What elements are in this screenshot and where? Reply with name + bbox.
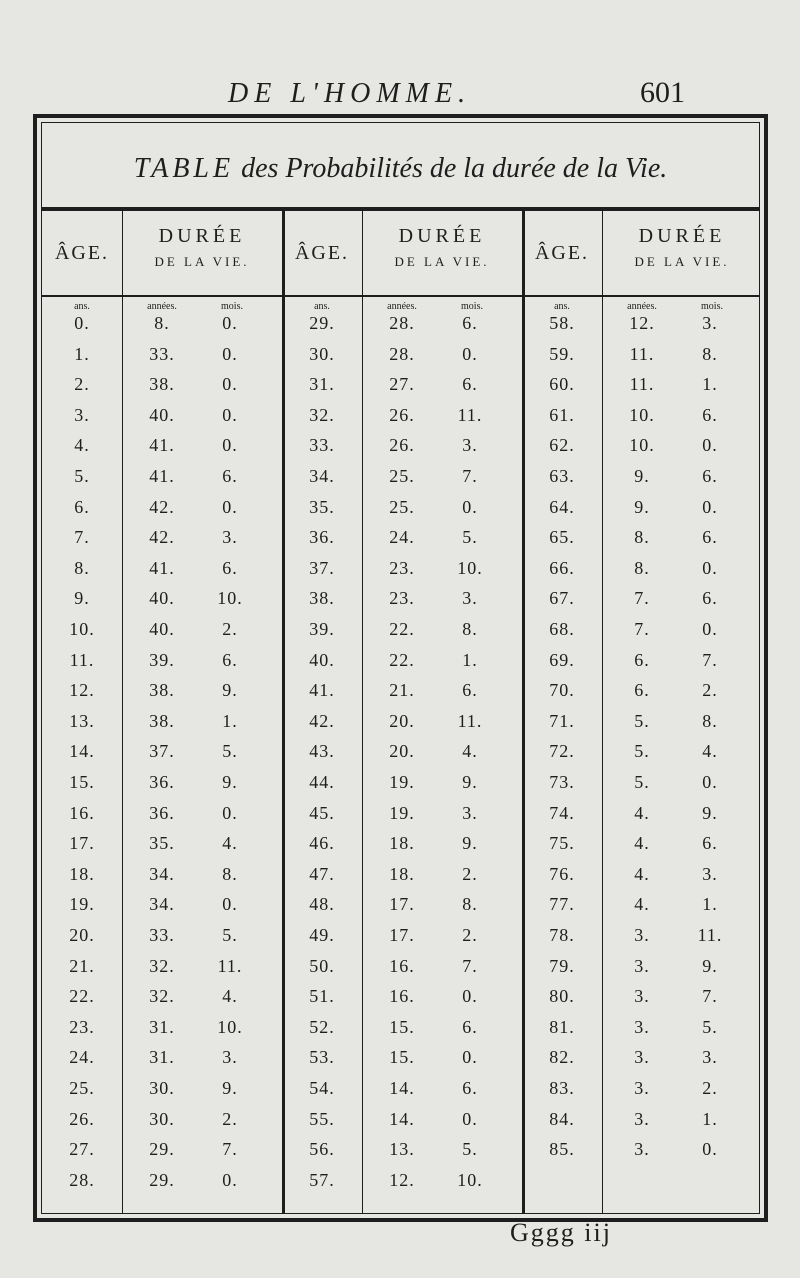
years-cell: 34. bbox=[149, 894, 175, 915]
months-cell: 6. bbox=[222, 466, 238, 486]
age-cell: 67. bbox=[549, 588, 575, 609]
months-cell: 6. bbox=[462, 313, 478, 333]
age-cell: 39. bbox=[309, 619, 335, 639]
years-cell: 23. bbox=[389, 557, 415, 578]
months-cell: 9. bbox=[702, 955, 718, 976]
age-cell: 72. bbox=[549, 741, 575, 762]
age-cell: 3. bbox=[74, 404, 90, 425]
months-cell: 4. bbox=[222, 833, 238, 854]
age-cell: 76. bbox=[549, 863, 575, 884]
months-cell: 6. bbox=[702, 404, 718, 425]
age-cell: 32. bbox=[309, 404, 335, 425]
months-cell: 0. bbox=[462, 1108, 478, 1129]
age-cell: 50. bbox=[309, 955, 335, 976]
table-frame bbox=[33, 114, 768, 1222]
years-cell: 14. bbox=[389, 1078, 415, 1098]
age-cell: 12. bbox=[69, 680, 95, 701]
years-cell: 8. bbox=[154, 313, 170, 333]
years-cell: 38. bbox=[149, 680, 175, 701]
age-cell: 77. bbox=[549, 894, 575, 915]
years-cell: 29. bbox=[149, 1139, 175, 1160]
age-cell: 13. bbox=[69, 710, 95, 731]
years-cell: 6. bbox=[634, 649, 650, 670]
age-cell: 23. bbox=[69, 1016, 95, 1037]
age-cell: 5. bbox=[74, 466, 90, 486]
years-cell: 18. bbox=[389, 863, 415, 884]
age-cell: 64. bbox=[549, 496, 575, 517]
months-cell: 10. bbox=[457, 557, 483, 578]
months-cell: 6. bbox=[222, 649, 238, 670]
months-cell: 3. bbox=[702, 863, 718, 884]
years-cell: 25. bbox=[389, 496, 415, 517]
age-cell: 74. bbox=[549, 802, 575, 823]
months-cell: 3. bbox=[702, 1047, 718, 1068]
months-cell: 7. bbox=[462, 466, 478, 486]
age-cell: 42. bbox=[309, 710, 335, 731]
months-cell: 10. bbox=[217, 1016, 243, 1037]
years-cell: 29. bbox=[149, 1169, 175, 1190]
table-title bbox=[42, 153, 759, 185]
months-cell: 0. bbox=[222, 496, 238, 517]
age-cell: 55. bbox=[309, 1108, 335, 1129]
years-cell: 13. bbox=[389, 1139, 415, 1160]
years-cell: 11. bbox=[629, 374, 655, 395]
age-cell: 29. bbox=[309, 313, 335, 333]
years-cell: 25. bbox=[389, 466, 415, 486]
months-cell: 9. bbox=[702, 802, 718, 823]
years-cell: 19. bbox=[389, 802, 415, 823]
months-cell: 8. bbox=[702, 343, 718, 364]
years-cell: 31. bbox=[149, 1047, 175, 1068]
months-cell: 2. bbox=[702, 680, 718, 701]
years-cell: 34. bbox=[149, 863, 175, 884]
years-cell: 42. bbox=[149, 496, 175, 517]
age-cell: 30. bbox=[309, 343, 335, 364]
months-cell: 0. bbox=[462, 496, 478, 517]
age-cell: 62. bbox=[549, 435, 575, 456]
months-cell: 1. bbox=[702, 894, 718, 915]
header-duree bbox=[362, 211, 522, 309]
header-duree-label: DURÉE bbox=[638, 225, 726, 247]
months-cell: 3. bbox=[222, 1047, 238, 1068]
age-cell: 2. bbox=[74, 374, 90, 395]
years-cell: 21. bbox=[389, 680, 415, 701]
months-cell: 4. bbox=[222, 986, 238, 1007]
years-cell: 37. bbox=[149, 741, 175, 762]
years-cell: 4. bbox=[634, 833, 650, 854]
age-cell: 9. bbox=[74, 588, 90, 609]
months-cell: 8. bbox=[222, 863, 238, 884]
years-cell: 23. bbox=[389, 588, 415, 609]
age-cell: 4. bbox=[74, 435, 90, 456]
age-cell: 80. bbox=[549, 986, 575, 1007]
age-cell: 7. bbox=[74, 527, 90, 548]
months-cell: 5. bbox=[222, 925, 238, 945]
age-cell: 66. bbox=[549, 557, 575, 578]
years-cell: 4. bbox=[634, 894, 650, 915]
years-cell: 42. bbox=[149, 527, 175, 548]
age-cell: 47. bbox=[309, 863, 335, 884]
months-cell: 11. bbox=[457, 404, 483, 425]
age-cell: 85. bbox=[549, 1139, 575, 1160]
header-duree bbox=[602, 211, 762, 309]
header-age: ÂGE. bbox=[54, 242, 110, 264]
age-cell: 27. bbox=[69, 1139, 95, 1160]
years-cell: 8. bbox=[634, 557, 650, 578]
age-cell: 21. bbox=[69, 955, 95, 976]
years-cell: 41. bbox=[149, 557, 175, 578]
age-cell: 44. bbox=[309, 772, 335, 792]
years-cell: 15. bbox=[389, 1016, 415, 1037]
header-duree-sub: DE LA VIE. bbox=[634, 254, 730, 269]
months-cell: 0. bbox=[702, 435, 718, 456]
years-cell: 5. bbox=[634, 710, 650, 731]
years-cell: 33. bbox=[149, 343, 175, 364]
age-cell: 6. bbox=[74, 496, 90, 517]
age-cell: 17. bbox=[69, 833, 95, 854]
age-cell: 19. bbox=[69, 894, 95, 915]
unit-label-ans: ans. bbox=[74, 301, 90, 312]
years-cell: 22. bbox=[389, 619, 415, 639]
years-cell: 27. bbox=[389, 374, 415, 395]
years-cell: 41. bbox=[149, 466, 175, 486]
age-cell: 43. bbox=[309, 741, 335, 762]
years-cell: 5. bbox=[634, 741, 650, 762]
years-cell: 9. bbox=[634, 496, 650, 517]
months-cell: 0. bbox=[222, 894, 238, 915]
months-cell: 2. bbox=[702, 1078, 718, 1098]
months-cell: 6. bbox=[462, 374, 478, 395]
years-cell: 35. bbox=[149, 833, 175, 854]
months-cell: 0. bbox=[222, 404, 238, 425]
years-cell: 10. bbox=[629, 404, 655, 425]
years-cell: 6. bbox=[634, 680, 650, 701]
years-cell: 3. bbox=[634, 925, 650, 945]
years-cell: 24. bbox=[389, 527, 415, 548]
age-cell: 25. bbox=[69, 1078, 95, 1098]
months-cell: 0. bbox=[702, 1139, 718, 1160]
months-cell: 0. bbox=[702, 557, 718, 578]
months-cell: 3. bbox=[222, 527, 238, 548]
unit-label-ans: ans. bbox=[554, 301, 570, 312]
age-cell: 49. bbox=[309, 925, 335, 945]
years-cell: 3. bbox=[634, 986, 650, 1007]
months-cell: 0. bbox=[222, 313, 238, 333]
age-cell: 78. bbox=[549, 925, 575, 945]
months-cell: 4. bbox=[462, 741, 478, 762]
age-cell: 51. bbox=[309, 986, 335, 1007]
years-cell: 30. bbox=[149, 1108, 175, 1129]
age-cell: 33. bbox=[309, 435, 335, 456]
years-cell: 40. bbox=[149, 404, 175, 425]
years-cell: 40. bbox=[149, 619, 175, 639]
months-cell: 9. bbox=[462, 772, 478, 792]
months-cell: 6. bbox=[702, 588, 718, 609]
months-cell: 7. bbox=[222, 1139, 238, 1160]
age-cell: 24. bbox=[69, 1047, 95, 1068]
years-cell: 36. bbox=[149, 802, 175, 823]
years-cell: 39. bbox=[149, 649, 175, 670]
age-cell: 63. bbox=[549, 466, 575, 486]
age-cell: 65. bbox=[549, 527, 575, 548]
years-cell: 26. bbox=[389, 435, 415, 456]
months-cell: 6. bbox=[462, 680, 478, 701]
months-cell: 1. bbox=[462, 649, 478, 670]
age-cell: 28. bbox=[69, 1169, 95, 1190]
unit-label-mois: mois. bbox=[701, 301, 723, 312]
months-cell: 3. bbox=[462, 435, 478, 456]
months-cell: 0. bbox=[222, 1169, 238, 1190]
years-cell: 4. bbox=[634, 802, 650, 823]
age-cell: 11. bbox=[69, 649, 95, 670]
months-cell: 8. bbox=[702, 710, 718, 731]
age-cell: 73. bbox=[549, 772, 575, 792]
unit-label-annees: années. bbox=[627, 301, 657, 312]
age-cell: 1. bbox=[74, 343, 90, 364]
months-cell: 8. bbox=[462, 619, 478, 639]
age-cell: 68. bbox=[549, 619, 575, 639]
months-cell: 3. bbox=[462, 588, 478, 609]
age-cell: 36. bbox=[309, 527, 335, 548]
years-cell: 20. bbox=[389, 741, 415, 762]
months-cell: 9. bbox=[222, 680, 238, 701]
months-cell: 10. bbox=[217, 588, 243, 609]
years-cell: 17. bbox=[389, 894, 415, 915]
years-cell: 26. bbox=[389, 404, 415, 425]
header-age: ÂGE. bbox=[294, 242, 350, 264]
months-cell: 0. bbox=[462, 1047, 478, 1068]
running-title: DE L'HOMME. bbox=[228, 78, 472, 109]
months-cell: 3. bbox=[462, 802, 478, 823]
months-cell: 5. bbox=[702, 1016, 718, 1037]
unit-label-annees: années. bbox=[147, 301, 177, 312]
years-cell: 3. bbox=[634, 1108, 650, 1129]
years-cell: 32. bbox=[149, 986, 175, 1007]
years-cell: 15. bbox=[389, 1047, 415, 1068]
age-cell: 14. bbox=[69, 741, 95, 762]
header-duree-sub: DE LA VIE. bbox=[394, 254, 490, 269]
unit-label-annees: années. bbox=[387, 301, 417, 312]
months-cell: 5. bbox=[462, 1139, 478, 1160]
months-cell: 0. bbox=[222, 343, 238, 364]
years-cell: 4. bbox=[634, 863, 650, 884]
years-cell: 14. bbox=[389, 1108, 415, 1129]
age-cell: 10. bbox=[69, 619, 95, 639]
header-duree-label: DURÉE bbox=[158, 225, 246, 247]
signature-mark: Gggg iij bbox=[510, 1218, 612, 1247]
months-cell: 0. bbox=[222, 374, 238, 395]
age-cell: 82. bbox=[549, 1047, 575, 1068]
years-cell: 9. bbox=[634, 466, 650, 486]
years-cell: 20. bbox=[389, 710, 415, 731]
months-cell: 9. bbox=[462, 833, 478, 854]
years-cell: 3. bbox=[634, 1047, 650, 1068]
months-cell: 7. bbox=[702, 649, 718, 670]
years-cell: 17. bbox=[389, 925, 415, 945]
years-cell: 7. bbox=[634, 588, 650, 609]
months-cell: 0. bbox=[462, 343, 478, 364]
months-cell: 0. bbox=[462, 986, 478, 1007]
months-cell: 1. bbox=[702, 374, 718, 395]
months-cell: 0. bbox=[702, 619, 718, 639]
months-cell: 7. bbox=[702, 986, 718, 1007]
years-cell: 3. bbox=[634, 1016, 650, 1037]
header-duree bbox=[122, 211, 282, 309]
age-cell: 70. bbox=[549, 680, 575, 701]
months-cell: 6. bbox=[702, 527, 718, 548]
age-cell: 22. bbox=[69, 986, 95, 1007]
months-cell: 7. bbox=[462, 955, 478, 976]
years-cell: 12. bbox=[389, 1169, 415, 1190]
unit-label-ans: ans. bbox=[314, 301, 330, 312]
months-cell: 3. bbox=[702, 313, 718, 333]
age-cell: 60. bbox=[549, 374, 575, 395]
months-cell: 0. bbox=[222, 435, 238, 456]
months-cell: 10. bbox=[457, 1169, 483, 1190]
age-cell: 48. bbox=[309, 894, 335, 915]
age-cell: 53. bbox=[309, 1047, 335, 1068]
header-duree-sub: DE LA VIE. bbox=[154, 254, 250, 269]
age-cell: 54. bbox=[309, 1078, 335, 1098]
age-cell: 37. bbox=[309, 557, 335, 578]
months-cell: 8. bbox=[462, 894, 478, 915]
age-cell: 58. bbox=[549, 313, 575, 333]
months-cell: 2. bbox=[462, 925, 478, 945]
months-cell: 2. bbox=[462, 863, 478, 884]
age-cell: 59. bbox=[549, 343, 575, 364]
header-duree-label: DURÉE bbox=[398, 225, 486, 247]
age-cell: 81. bbox=[549, 1016, 575, 1037]
years-cell: 36. bbox=[149, 772, 175, 792]
years-cell: 41. bbox=[149, 435, 175, 456]
months-cell: 5. bbox=[222, 741, 238, 762]
months-cell: 0. bbox=[222, 802, 238, 823]
months-cell: 9. bbox=[222, 772, 238, 792]
age-cell: 84. bbox=[549, 1108, 575, 1129]
years-cell: 31. bbox=[149, 1016, 175, 1037]
years-cell: 7. bbox=[634, 619, 650, 639]
age-cell: 71. bbox=[549, 710, 575, 731]
years-cell: 33. bbox=[149, 925, 175, 945]
months-cell: 6. bbox=[462, 1016, 478, 1037]
months-cell: 4. bbox=[702, 741, 718, 762]
years-cell: 8. bbox=[634, 527, 650, 548]
years-cell: 3. bbox=[634, 1139, 650, 1160]
age-cell: 18. bbox=[69, 863, 95, 884]
unit-label-mois: mois. bbox=[461, 301, 483, 312]
months-cell: 0. bbox=[702, 772, 718, 792]
age-cell: 46. bbox=[309, 833, 335, 854]
years-cell: 38. bbox=[149, 710, 175, 731]
months-cell: 5. bbox=[462, 527, 478, 548]
age-cell: 75. bbox=[549, 833, 575, 854]
years-cell: 11. bbox=[629, 343, 655, 364]
years-cell: 16. bbox=[389, 955, 415, 976]
table-title-lead: TABLE bbox=[133, 153, 235, 184]
years-cell: 10. bbox=[629, 435, 655, 456]
age-cell: 38. bbox=[309, 588, 335, 609]
years-cell: 5. bbox=[634, 772, 650, 792]
age-cell: 26. bbox=[69, 1108, 95, 1129]
table-frame-inner bbox=[41, 122, 760, 1214]
running-head bbox=[0, 76, 800, 116]
years-cell: 18. bbox=[389, 833, 415, 854]
age-cell: 56. bbox=[309, 1139, 335, 1160]
months-cell: 6. bbox=[702, 833, 718, 854]
table-title-rest: des Probabilités de la durée de la Vie. bbox=[241, 153, 668, 184]
months-cell: 1. bbox=[222, 710, 238, 731]
age-cell: 40. bbox=[309, 649, 335, 670]
age-cell: 52. bbox=[309, 1016, 335, 1037]
age-cell: 45. bbox=[309, 802, 335, 823]
age-cell: 34. bbox=[309, 466, 335, 486]
age-cell: 31. bbox=[309, 374, 335, 395]
months-cell: 2. bbox=[222, 1108, 238, 1129]
years-cell: 12. bbox=[629, 313, 655, 333]
unit-label-mois: mois. bbox=[221, 301, 243, 312]
months-cell: 9. bbox=[222, 1078, 238, 1098]
months-cell: 2. bbox=[222, 619, 238, 639]
years-cell: 19. bbox=[389, 772, 415, 792]
age-cell: 20. bbox=[69, 925, 95, 945]
months-cell: 11. bbox=[697, 925, 723, 945]
years-cell: 28. bbox=[389, 343, 415, 364]
months-cell: 1. bbox=[702, 1108, 718, 1129]
page-number: 601 bbox=[640, 76, 685, 109]
years-cell: 3. bbox=[634, 1078, 650, 1098]
months-cell: 11. bbox=[457, 710, 483, 731]
months-cell: 6. bbox=[702, 466, 718, 486]
years-cell: 16. bbox=[389, 986, 415, 1007]
years-cell: 28. bbox=[389, 313, 415, 333]
years-cell: 3. bbox=[634, 955, 650, 976]
age-cell: 16. bbox=[69, 802, 95, 823]
years-cell: 38. bbox=[149, 374, 175, 395]
age-cell: 79. bbox=[549, 955, 575, 976]
age-cell: 15. bbox=[69, 772, 95, 792]
months-cell: 0. bbox=[702, 496, 718, 517]
header-age: ÂGE. bbox=[534, 242, 590, 264]
age-cell: 35. bbox=[309, 496, 335, 517]
age-cell: 61. bbox=[549, 404, 575, 425]
years-cell: 30. bbox=[149, 1078, 175, 1098]
age-cell: 41. bbox=[309, 680, 335, 701]
months-cell: 6. bbox=[462, 1078, 478, 1098]
years-cell: 40. bbox=[149, 588, 175, 609]
age-cell: 0. bbox=[74, 313, 90, 333]
years-cell: 22. bbox=[389, 649, 415, 670]
age-cell: 8. bbox=[74, 557, 90, 578]
years-cell: 32. bbox=[149, 955, 175, 976]
age-cell: 57. bbox=[309, 1169, 335, 1190]
months-cell: 6. bbox=[222, 557, 238, 578]
age-cell: 83. bbox=[549, 1078, 575, 1098]
months-cell: 11. bbox=[217, 955, 243, 976]
age-cell: 69. bbox=[549, 649, 575, 670]
